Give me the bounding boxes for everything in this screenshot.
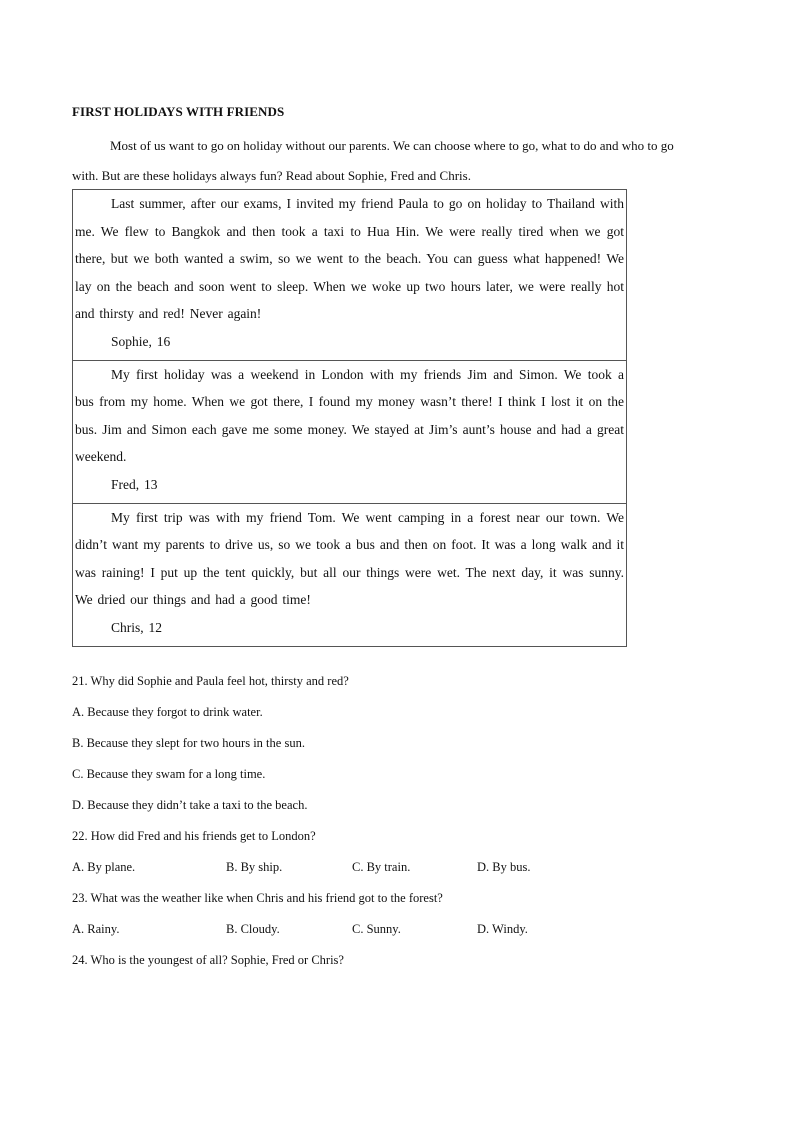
option-21-d: D. Because they didn’t take a taxi to the beach. (72, 798, 308, 812)
question-23 (72, 883, 752, 914)
passage-chris (73, 503, 626, 646)
question-text: Why did Sophie and Paula feel hot, thirsty and red? (90, 674, 349, 688)
question-text: What was the weather like when Chris and his friend got to the forest? (90, 891, 443, 905)
question-number: 21. (72, 674, 88, 688)
options-22 (72, 852, 752, 883)
question-24 (72, 945, 752, 976)
intro-line-1: Most of us want to go on holiday without our parents. We can choose where to go, what to do and who to go (110, 138, 674, 153)
option-21-a: A. Because they forgot to drink water. (72, 705, 263, 719)
option-22-a: A. By plane. (72, 860, 136, 874)
option-22-d: D. By bus. (477, 860, 531, 874)
question-number: 22. (72, 829, 88, 843)
questions-section (72, 666, 752, 976)
question-21 (72, 666, 752, 697)
option-21-c: C. Because they swam for a long time. (72, 767, 266, 781)
passage-signature: Chris, 12 (111, 619, 163, 635)
question-22 (72, 821, 752, 852)
passages-table (72, 189, 627, 647)
passage-sophie (73, 190, 626, 360)
option-22-b: B. By ship. (226, 860, 283, 874)
option-23-c: C. Sunny. (352, 922, 401, 936)
option-23-b: B. Cloudy. (226, 922, 280, 936)
options-23 (72, 914, 752, 945)
passage-signature: Sophie, 16 (111, 333, 171, 349)
option-21-b: B. Because they slept for two hours in the sun. (72, 736, 305, 750)
question-text: How did Fred and his friends get to London? (90, 829, 316, 843)
page-title: FIRST HOLIDAYS WITH FRIENDS (72, 104, 285, 119)
option-23-d: D. Windy. (477, 922, 528, 936)
option-23-a: A. Rainy. (72, 922, 120, 936)
passage-text: My first trip was with my friend Tom. We went camping in a forest near our town. We didn’t want my parents to drive us, so we took a bus and then on foot. It was a long walk and it was raining! I put up the tent quickly, but all our things were wet. The next day, it was sunny. We dried our things and had a good time! (75, 509, 624, 608)
question-number: 23. (72, 891, 88, 905)
option-22-c: C. By train. (352, 860, 411, 874)
passage-signature: Fred, 13 (111, 476, 158, 492)
passage-text: My first holiday was a weekend in London with my friends Jim and Simon. We took a bus from my home. When we got there, I found my money wasn’t there! I think I lost it on the bus. Jim and Simon each gave me some money. We stayed at Jim’s aunt’s house and had a great weekend. (75, 366, 624, 465)
passage-fred (73, 360, 626, 503)
question-number: 24. (72, 953, 88, 967)
intro-paragraph (72, 131, 732, 191)
question-text: Who is the youngest of all? Sophie, Fred or Chris? (90, 953, 344, 967)
passage-text: Last summer, after our exams, I invited my friend Paula to go on holiday to Thailand with me. We flew to Bangkok and then took a taxi to Hua Hin. We were really tired when we got there, but we both wanted a swim, so we went to the beach. You can guess what happened! We lay on the beach and soon went to sleep. When we woke up two hours later, we were really hot and thirsty and red! Never again! (75, 196, 624, 322)
intro-line-2: with. But are these holidays always fun? Read about Sophie, Fred and Chris. (72, 168, 471, 183)
